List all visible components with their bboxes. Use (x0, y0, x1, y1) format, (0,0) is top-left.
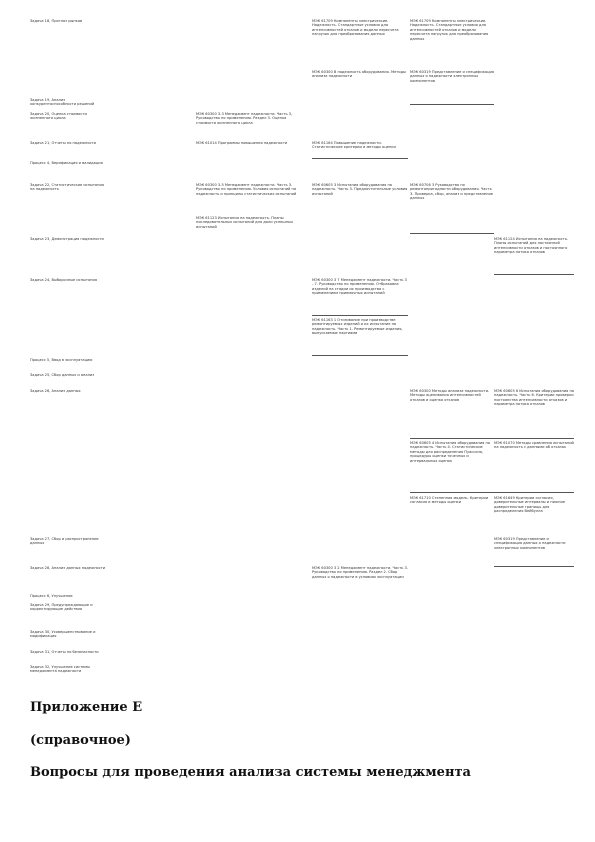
standard-ref-iec60300-methods: МЭК 60300 Методы анализа надежности. Методы оценивания интенсивностей отказов и оценка отказов (410, 389, 490, 402)
task-25-label: Задача 25, Сбор данных и анализ (30, 373, 95, 377)
standard-ref-iec60605-3: МЭК 60605 3 Испытания оборудования на надежность. Часть 3. Предпочтительные условия испытаний (312, 183, 408, 196)
appendix-heading: Вопросы для проведения анализа системы менеджмента (30, 765, 471, 780)
appendix-subtitle: (справочное) (30, 733, 131, 748)
standard-ref-iec61710: МЭК 61710 Степенная модель. Критерии согласия и методы оценки (410, 496, 489, 505)
task-27-label: Задача 27, Сбор и распространение данных (30, 537, 99, 546)
task-18-label: Задача 18, Прогноз рынков (30, 19, 83, 23)
row-divider (312, 315, 408, 316)
standard-ref-iec61649: МЭК 61649 Критерии согласия, доверительные интервалы и нижние доверительные границы для распределения Вейбулла (494, 496, 566, 514)
row-divider (494, 566, 574, 567)
task-24-label: Задача 24, Выборочные испытания (30, 278, 98, 282)
standard-ref-iec61123: МЭК 61123 Испытания на надежность. Планы последовательных испытаний для доли успешных испытаний (196, 216, 293, 229)
task-31-label: Задача 31, Отчеты по безопасности (30, 650, 99, 654)
task-28-label: Задача 28, Анализ данных надежности (30, 566, 106, 570)
standard-ref-iec60300-b: МЭК 60300 В надежность оборудования. Методы анализа надежности (312, 70, 406, 79)
task-30-label: Задача 30, Усовершенствование и модификация (30, 630, 96, 639)
standard-ref-iec61164: МЭК 61164 Повышение надежности. Статистические критерии и методы оценки (312, 141, 396, 150)
row-divider (494, 274, 574, 275)
process-4-label: Процесс 4, Верификация и валидация (30, 161, 103, 165)
process-5-label: Процесс 5, Ввод в эксплуатацию (30, 358, 93, 362)
standard-ref-iec60300-3-2: МЭК 60300 3 2 Менеджмент надежности. Часть 3. Руководство по применению. Раздел 2. Сбор данных о надежности в условиях эксплуатации (312, 566, 408, 579)
task-23-label: Задача 23, Демонстрация надежности (30, 237, 104, 241)
appendix-title: Приложение Е (30, 700, 143, 715)
standard-ref-iec61709-a: МЭК 61709 Компоненты электрические. Надежность. Стандартные условия для интенсивностей отказов и модели пересчета нагрузок для преобразования данных (312, 19, 399, 37)
task-22-label: Задача 22, Статистические испытания на надежность (30, 183, 104, 192)
process-6-label: Процесс 6, Улучшение (30, 594, 73, 598)
standard-ref-iec61163-1: МЭК 61163 1 Отсеивание при производстве ремонтируемых изделий и их испытание на надежность. Часть 1. Ремонтируемые изделия, выпускаемые партиями (312, 318, 403, 336)
standard-ref-iec61709-b: МЭК 61709 Компоненты электрические. Надежность. Стандартные условия для интенсивностей отказов и модели пересчета нагрузок для преобразования данных (410, 19, 489, 41)
standard-ref-iec60300-3-7: МЭК 60300 3 7 Менеджмент надежности. Часть 3 - 7. Руководство по применению. Отбраковка изделий на стадии их производства с применением приемочных испытаний (312, 278, 407, 296)
standard-ref-iec60300-3-3: МЭК 60300 3-3 Менеджмент надежности. Часть 3, Руководство по применению. Раздел 3. Оценка стоимости жизненного цикла (196, 112, 293, 125)
row-divider (410, 438, 574, 439)
row-divider (410, 104, 494, 105)
standard-ref-iec60605-6: МЭК 60605 6 Испытания оборудования на надежность. Часть 6. Критерии проверки постоянства интенсивности отказов и параметра потока отказов (494, 389, 575, 407)
row-divider (410, 492, 574, 493)
task-21-label: Задача 21, Отчеты по надежности (30, 141, 96, 145)
standard-ref-iec61070: МЭК 61070 Методы сравнения испытаний на надежность с данными об отказах (494, 441, 574, 450)
task-32-label: Задача 32, Улучшение системы менеджмента надежности (30, 665, 90, 674)
row-divider (312, 158, 408, 159)
standard-ref-iec60300-3-5: МЭК 60300 3-5 Менеджмент надежности. Часть 3. Руководство по применению. Условия испытаний на надежность и принципы статистических испытаний (196, 183, 297, 196)
standard-ref-iec61124: МЭК 61124 Испытания на надежность. Планы испытаний для постоянной интенсивности отказов и постоянного параметра потока отказов (494, 237, 569, 255)
task-26-label: Задача 26, Анализ данных (30, 389, 81, 393)
row-divider (312, 355, 408, 356)
standard-ref-iec60319-b: МЭК 60319 Представление и спецификация данных о надежности электронных компонентов (494, 537, 566, 550)
standard-ref-iec61014: МЭК 61014 Программы повышения надежности (196, 141, 288, 145)
task-29-label: Задача 29, Предупреждающие и корректирующие действия (30, 603, 93, 612)
standard-ref-iec60706-3: МЭК 60706 3 Руководство по ремонтопригодности оборудования. Часть 3. Проверка, сбор, анализ и представление данных (410, 183, 494, 201)
standard-ref-iec60319-a: МЭК 60319 Представление и спецификация данных о надежности электронных компонентов (410, 70, 495, 83)
task-20-label: Задача 20, Оценка стоимости жизненного цикла (30, 112, 87, 121)
task-19-label: Задача 19, Анализ конкурентоспособности решений (30, 98, 95, 107)
standard-ref-iec60605-4: МЭК 60605 4 Испытания оборудования на надежность. Часть 4. Статистические методы для распределения Пуассона, процедуры оценки точечных и интервальных оценок (410, 441, 491, 463)
row-divider (410, 233, 494, 234)
